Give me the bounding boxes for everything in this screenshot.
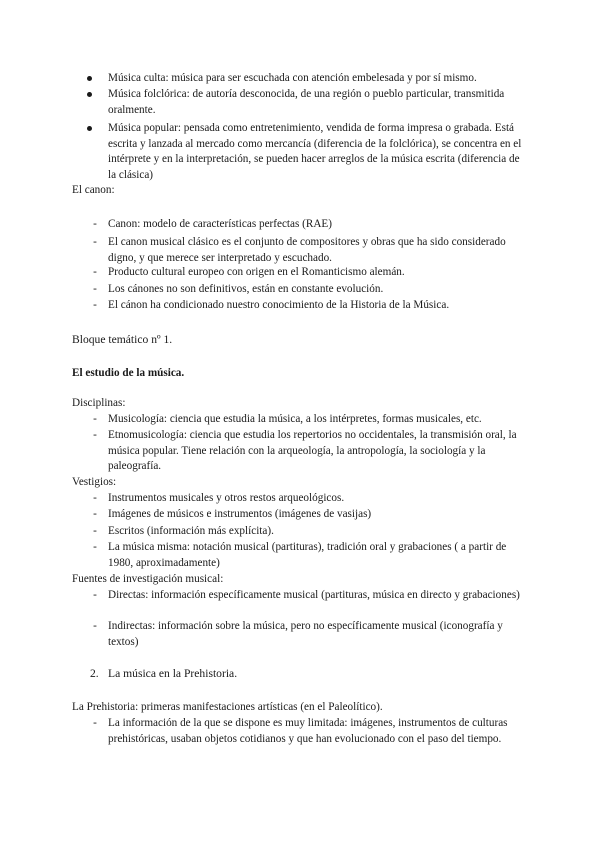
- dash-marker: -: [93, 620, 97, 632]
- list-item: Música folclórica: de autoría desconocida, de una región o pueblo particular, transmitida oralmente.: [108, 87, 528, 118]
- section-heading-vestiges: Vestigios:: [72, 476, 117, 488]
- list-item: - Los cánones no son definitivos, están en constante evolución.: [108, 282, 528, 298]
- bullet-icon: [87, 126, 92, 131]
- list-item: - La información de la que se dispone es muy limitada: imágenes, instrumentos de culturas prehistóricas, usaban objetos cotidianos y que han evolucionado con el paso del tiempo.: [108, 716, 528, 747]
- section-heading-disciplines: Disciplinas:: [72, 397, 126, 409]
- list-item: - Musicología: ciencia que estudia la música, a los intérpretes, formas musicales, etc.: [108, 412, 528, 428]
- list-item: - Canon: modelo de características perfectas (RAE): [108, 217, 528, 233]
- list-item: - La música misma: notación musical (partituras), tradición oral y grabaciones ( a partir de 1980, aproximadamente): [108, 540, 528, 571]
- dash-marker: -: [93, 508, 97, 520]
- dash-marker: -: [93, 218, 97, 230]
- bullet-icon: [87, 92, 92, 97]
- section-title-prehistory: La música en la Prehistoria.: [108, 667, 238, 680]
- dash-marker: -: [93, 429, 97, 441]
- section-heading-canon: El canon:: [72, 184, 115, 196]
- list-item: - Instrumentos musicales y otros restos arqueológicos.: [108, 491, 528, 507]
- list-item: - Indirectas: información sobre la música, pero no específicamente musical (iconografía y textos): [108, 619, 528, 650]
- block-subtitle: El estudio de la música.: [72, 367, 185, 379]
- list-item: - Directas: información específicamente musical (partituras, música en directo y grabaciones): [108, 588, 528, 604]
- dash-marker: -: [93, 492, 97, 504]
- list-item: - El canon musical clásico es el conjunto de compositores y obras que ha sido considerado digno, y que merece ser interpretado y escuchado.: [108, 235, 528, 266]
- list-item: - Producto cultural europeo con origen en el Romanticismo alemán.: [108, 265, 528, 281]
- list-item: - El cánon ha condicionado nuestro conocimiento de la Historia de la Música.: [108, 298, 528, 314]
- dash-marker: -: [93, 541, 97, 553]
- dash-marker: -: [93, 299, 97, 311]
- list-item: - Etnomusicología: ciencia que estudia los repertorios no occidentales, la transmisión oral, la música popular. Tiene relación con la arqueología, la antropología, la sociología y la paleografía.: [108, 428, 528, 475]
- block-title: Bloque temático nº 1.: [72, 333, 173, 346]
- list-item: Música culta: música para ser escuchada con atención embelesada y por sí mismo.: [108, 71, 528, 87]
- list-item: - Imágenes de músicos e instrumentos (imágenes de vasijas): [108, 507, 528, 523]
- dash-marker: -: [93, 266, 97, 278]
- section-heading-sources: Fuentes de investigación musical:: [72, 573, 224, 585]
- bullet-icon: [87, 76, 92, 81]
- section-number: 2.: [90, 667, 99, 680]
- prehistory-intro: La Prehistoria: primeras manifestaciones artísticas (en el Paleolítico).: [72, 701, 383, 713]
- dash-marker: -: [93, 717, 97, 729]
- list-item: - Escritos (información más explícita).: [108, 524, 528, 540]
- dash-marker: -: [93, 236, 97, 248]
- dash-marker: -: [93, 283, 97, 295]
- dash-marker: -: [93, 589, 97, 601]
- dash-marker: -: [93, 525, 97, 537]
- dash-marker: -: [93, 413, 97, 425]
- list-item: Música popular: pensada como entretenimiento, vendida de forma impresa o grabada. Está escrita y lanzada al mercado como mercancía (diferencia de la folclórica), se concentra en el intérprete y en la interpretación, se pueden hacer arreglos de la música escrita (diferencia de la clásica): [108, 121, 528, 183]
